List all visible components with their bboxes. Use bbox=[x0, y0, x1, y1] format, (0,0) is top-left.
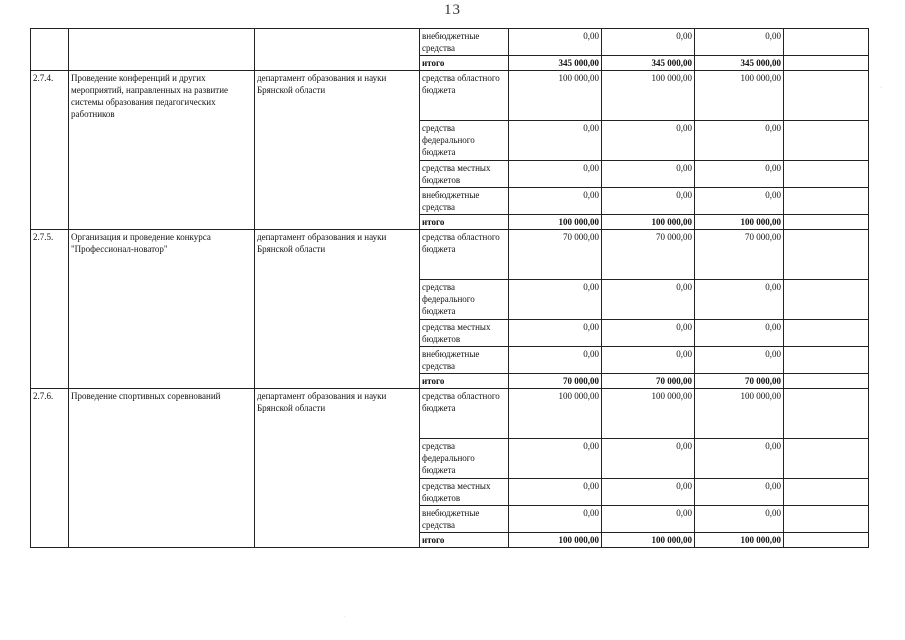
amount-year-3: 0,00 bbox=[695, 479, 784, 506]
item-department: департамент образования и науки Брянской области bbox=[255, 389, 420, 548]
item-name bbox=[69, 29, 255, 71]
item-department bbox=[255, 29, 420, 71]
empty-cell bbox=[784, 374, 869, 389]
funding-source: средства федерального бюджета bbox=[420, 280, 509, 320]
funding-source: средства местных бюджетов bbox=[420, 320, 509, 347]
funding-source: итого bbox=[420, 533, 509, 548]
amount-year-1: 0,00 bbox=[509, 439, 602, 479]
funding-source: средства федерального бюджета bbox=[420, 121, 509, 161]
amount-year-3: 70 000,00 bbox=[695, 374, 784, 389]
amount-year-2: 70 000,00 bbox=[602, 230, 695, 280]
amount-year-1: 0,00 bbox=[509, 347, 602, 374]
amount-year-3: 0,00 bbox=[695, 161, 784, 188]
funding-source: внебюджетные средства bbox=[420, 506, 509, 533]
empty-cell bbox=[784, 215, 869, 230]
empty-cell bbox=[784, 71, 869, 121]
funding-source: средства областного бюджета bbox=[420, 389, 509, 439]
amount-year-3: 70 000,00 bbox=[695, 230, 784, 280]
amount-year-2: 345 000,00 bbox=[602, 56, 695, 71]
amount-year-2: 0,00 bbox=[602, 479, 695, 506]
item-name: Организация и проведение конкурса "Профессионал-новатор" bbox=[69, 230, 255, 389]
amount-year-2: 100 000,00 bbox=[602, 533, 695, 548]
amount-year-1: 100 000,00 bbox=[509, 215, 602, 230]
amount-year-1: 0,00 bbox=[509, 320, 602, 347]
funding-source: средства местных бюджетов bbox=[420, 161, 509, 188]
amount-year-3: 0,00 bbox=[695, 347, 784, 374]
amount-year-1: 345 000,00 bbox=[509, 56, 602, 71]
funding-source: итого bbox=[420, 215, 509, 230]
funding-source: итого bbox=[420, 374, 509, 389]
funding-source: внебюджетные средства bbox=[420, 347, 509, 374]
empty-cell bbox=[784, 347, 869, 374]
scan-dot: · bbox=[344, 615, 346, 620]
empty-cell bbox=[784, 121, 869, 161]
item-department: департамент образования и науки Брянской области bbox=[255, 230, 420, 389]
item-code: 2.7.5. bbox=[31, 230, 69, 389]
empty-cell bbox=[784, 280, 869, 320]
amount-year-2: 0,00 bbox=[602, 29, 695, 56]
page-number: 13 bbox=[444, 2, 461, 18]
item-code: 2.7.6. bbox=[31, 389, 69, 548]
amount-year-3: 0,00 bbox=[695, 439, 784, 479]
amount-year-1: 0,00 bbox=[509, 506, 602, 533]
scan-mark: · bbox=[880, 85, 882, 91]
empty-cell bbox=[784, 320, 869, 347]
amount-year-2: 0,00 bbox=[602, 439, 695, 479]
item-department: департамент образования и науки Брянской области bbox=[255, 71, 420, 230]
amount-year-2: 0,00 bbox=[602, 280, 695, 320]
amount-year-2: 100 000,00 bbox=[602, 71, 695, 121]
amount-year-2: 100 000,00 bbox=[602, 215, 695, 230]
funding-row bbox=[31, 71, 869, 121]
empty-cell bbox=[784, 230, 869, 280]
funding-source: средства областного бюджета bbox=[420, 230, 509, 280]
empty-cell bbox=[784, 188, 869, 215]
empty-cell bbox=[784, 29, 869, 56]
amount-year-1: 0,00 bbox=[509, 280, 602, 320]
amount-year-2: 0,00 bbox=[602, 161, 695, 188]
amount-year-2: 0,00 bbox=[602, 347, 695, 374]
amount-year-1: 100 000,00 bbox=[509, 389, 602, 439]
item-code bbox=[31, 29, 69, 71]
empty-cell bbox=[784, 389, 869, 439]
empty-cell bbox=[784, 479, 869, 506]
amount-year-3: 100 000,00 bbox=[695, 533, 784, 548]
empty-cell bbox=[784, 439, 869, 479]
funding-row bbox=[31, 389, 869, 439]
amount-year-2: 0,00 bbox=[602, 121, 695, 161]
amount-year-3: 0,00 bbox=[695, 121, 784, 161]
funding-source: средства областного бюджета bbox=[420, 71, 509, 121]
funding-row bbox=[31, 230, 869, 280]
amount-year-2: 100 000,00 bbox=[602, 389, 695, 439]
amount-year-3: 345 000,00 bbox=[695, 56, 784, 71]
amount-year-1: 0,00 bbox=[509, 479, 602, 506]
funding-source: средства местных бюджетов bbox=[420, 479, 509, 506]
amount-year-1: 100 000,00 bbox=[509, 533, 602, 548]
amount-year-2: 0,00 bbox=[602, 506, 695, 533]
budget-table-body bbox=[31, 29, 869, 548]
amount-year-2: 0,00 bbox=[602, 188, 695, 215]
funding-source: итого bbox=[420, 56, 509, 71]
amount-year-1: 70 000,00 bbox=[509, 230, 602, 280]
funding-source: внебюджетные средства bbox=[420, 188, 509, 215]
amount-year-2: 0,00 bbox=[602, 320, 695, 347]
amount-year-3: 100 000,00 bbox=[695, 215, 784, 230]
amount-year-1: 0,00 bbox=[509, 29, 602, 56]
amount-year-3: 0,00 bbox=[695, 29, 784, 56]
amount-year-3: 100 000,00 bbox=[695, 71, 784, 121]
budget-table bbox=[30, 28, 869, 548]
amount-year-3: 0,00 bbox=[695, 280, 784, 320]
funding-row bbox=[31, 29, 869, 56]
amount-year-3: 100 000,00 bbox=[695, 389, 784, 439]
empty-cell bbox=[784, 533, 869, 548]
amount-year-1: 0,00 bbox=[509, 121, 602, 161]
amount-year-3: 0,00 bbox=[695, 188, 784, 215]
empty-cell bbox=[784, 161, 869, 188]
amount-year-3: 0,00 bbox=[695, 506, 784, 533]
amount-year-3: 0,00 bbox=[695, 320, 784, 347]
item-name: Проведение спортивных соревнований bbox=[69, 389, 255, 548]
funding-source: средства федерального бюджета bbox=[420, 439, 509, 479]
amount-year-1: 0,00 bbox=[509, 188, 602, 215]
empty-cell bbox=[784, 56, 869, 71]
funding-source: внебюджетные средства bbox=[420, 29, 509, 56]
amount-year-2: 70 000,00 bbox=[602, 374, 695, 389]
item-code: 2.7.4. bbox=[31, 71, 69, 230]
amount-year-1: 70 000,00 bbox=[509, 374, 602, 389]
amount-year-1: 100 000,00 bbox=[509, 71, 602, 121]
item-name: Проведение конференций и других мероприятий, направленных на развитие системы образования педагогических работников bbox=[69, 71, 255, 230]
amount-year-1: 0,00 bbox=[509, 161, 602, 188]
empty-cell bbox=[784, 506, 869, 533]
